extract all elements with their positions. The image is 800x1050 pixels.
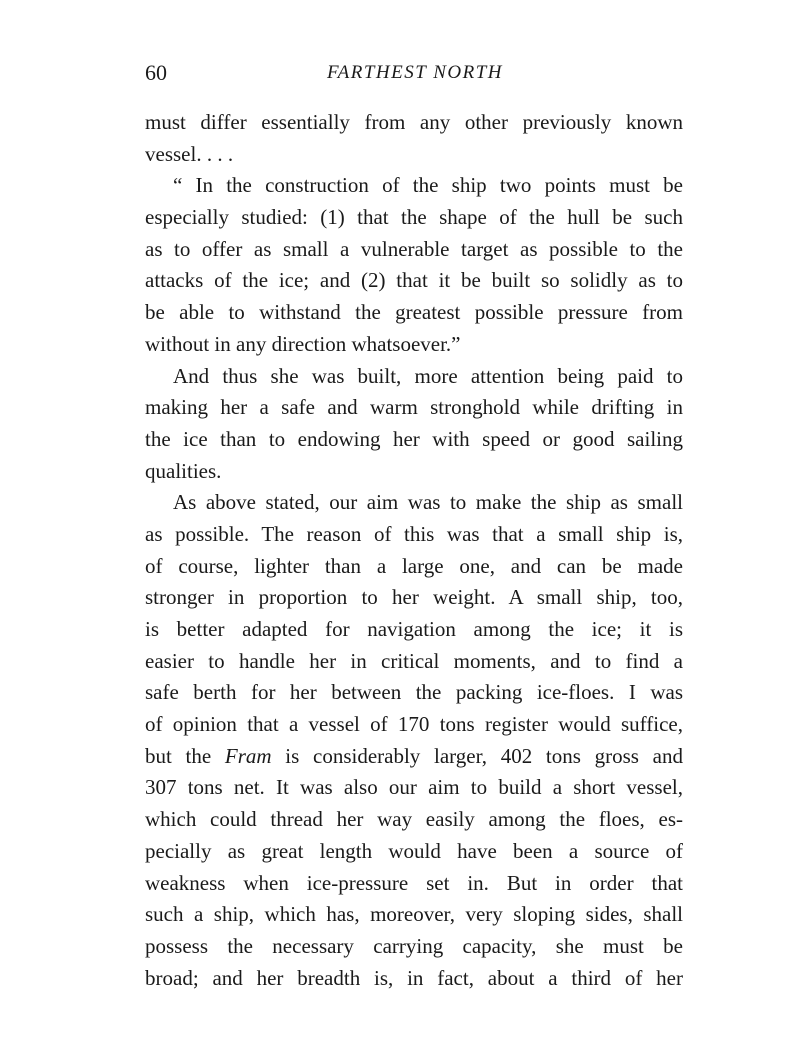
text-line: broad; and her breadth is, in fact, about a third of her [145,965,683,990]
paragraph [145,487,683,994]
text-line: As above stated, our aim was to make the ship as small [173,490,683,515]
text-line: as possible. The reason of this was that a small ship is, [145,521,683,546]
text-line: easier to handle her in critical moments, and to find a [145,648,683,673]
running-head [145,58,685,88]
paragraph [145,361,683,488]
text-line: “ In the construction of the ship two points must be [173,173,683,198]
text-line: as to offer as small a vulnerable target as possible to the [145,236,683,261]
paragraph [145,107,683,170]
text-line: pecially as great length would have been a source of [145,838,683,863]
ship-name-fram: Fram [224,743,272,768]
page-number: 60 [145,60,167,85]
text-line: making her a safe and warm stronghold while drifting in [145,395,683,420]
text-line: qualities. [145,458,222,483]
text-line: of course, lighter than a large one, and can be made [145,553,683,578]
text-fragment: is considerably larger, 402 tons gross and [271,743,683,768]
text-line: possess the necessary carrying capacity, she must be [145,933,683,958]
text-line: of opinion that a vessel of 170 tons register would suffice, [145,712,683,737]
paragraph [145,170,683,360]
text-line: especially studied: (1) that the shape of the hull be such [145,205,683,230]
text-line: And thus she was built, more attention being paid to [173,363,683,388]
text-fragment: but the [145,743,225,768]
text-line: vessel. . . . [145,141,234,166]
text-line: 307 tons net. It was also our aim to build a short vessel, [145,775,683,800]
text-line: attacks of the ice; and (2) that it be built so solidly as to [145,268,683,293]
text-line: stronger in proportion to her weight. A small ship, too, [145,585,683,610]
text-line: must differ essentially from any other previously known [145,110,683,134]
text-line: be able to withstand the greatest possible pressure from [145,300,683,325]
text-line: such a ship, which has, moreover, very sloping sides, shall [145,902,683,927]
text-line: the ice than to endowing her with speed or good sailing [145,426,683,451]
text-line: weakness when ice-pressure set in. But in order that [145,870,683,895]
body-text [145,107,683,994]
text-line: is better adapted for navigation among the ice; it is [145,617,683,641]
text-line-with-ship-name [145,741,683,773]
text-line: which could thread her way easily among the floes, es- [145,807,683,832]
text-line: safe berth for her between the packing ice-floes. I was [145,680,683,705]
text-line: without in any direction whatsoever.” [145,331,461,356]
running-title: FARTHEST NORTH [326,62,504,83]
